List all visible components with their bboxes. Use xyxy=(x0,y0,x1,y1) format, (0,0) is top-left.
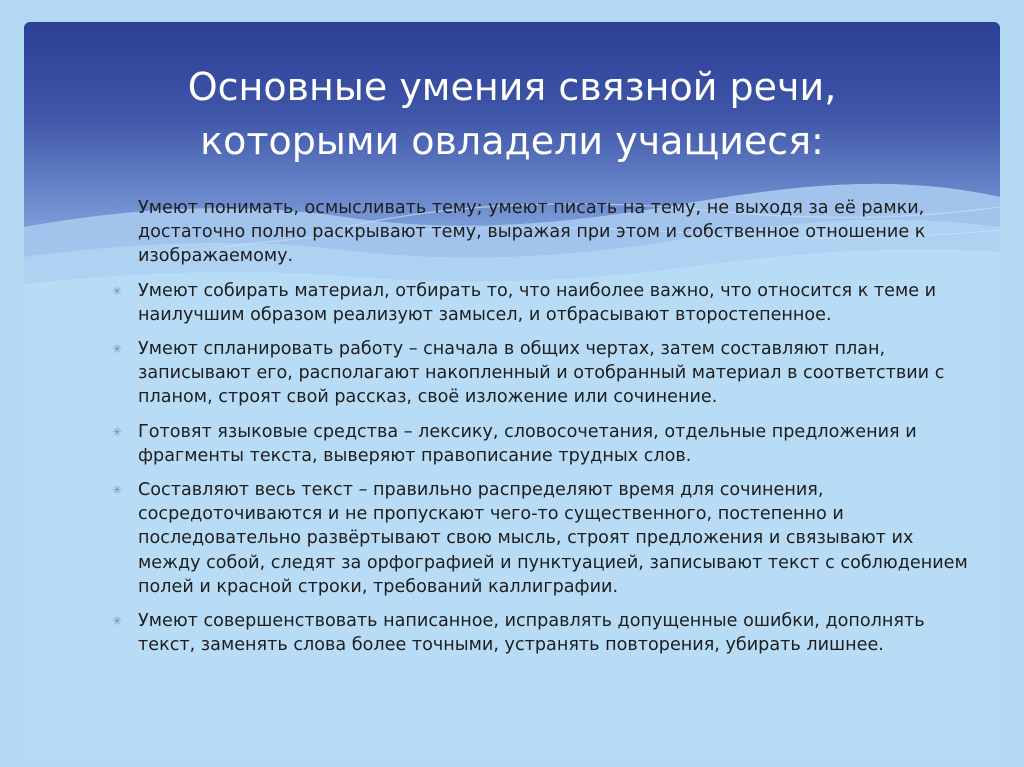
list-item xyxy=(112,478,972,599)
bullet-icon: ✳ xyxy=(112,201,123,215)
list-item xyxy=(112,420,972,468)
bullet-icon: ✳ xyxy=(112,483,123,498)
slide-title xyxy=(24,60,1000,168)
list-item-text: Умеют совершенствовать написанное, исправлять допущенные ошибки, дополнять текст, заменять слова более точными, устранять повторения, убирать лишнее. xyxy=(138,611,925,656)
title-line-1: Основные умения связной речи, xyxy=(187,65,837,109)
list-item-text: Готовят языковые средства – лексику, словосочетания, отдельные предложения и фрагменты текста, выверяют правописание трудных слов. xyxy=(138,421,917,466)
slide xyxy=(24,22,1000,760)
bullet-icon: ✳ xyxy=(112,614,123,629)
title-line-2: которыми овладели учащиеся: xyxy=(200,119,824,163)
list-item xyxy=(112,279,972,327)
list-item-text: Умеют собирать материал, отбирать то, что наиболее важно, что относится к теме и наилучшим образом реализуют замысел, и отбрасывают второстепенное. xyxy=(138,280,937,325)
list-item-text: Умеют понимать, осмысливать тему; умеют писать на тему, не выходя за её рамки, достаточно полно раскрывают тему, выражая при этом и собственное отношение к изображаемому. xyxy=(138,198,926,267)
bullet-icon: ✳ xyxy=(112,283,123,298)
list-item xyxy=(112,609,972,657)
list-item xyxy=(112,337,972,410)
list-item xyxy=(112,196,972,269)
list-item-text: Составляют весь текст – правильно распределяют время для сочинения, сосредоточиваются и не пропускают чего-то существенного, постепенно и последовательно развёртывают свою мысль, строят предложения и связывают их между собой, следят за орфографией и пунктуацией, записывают текст с соблюдением полей и красной строки, требований каллиграфии. xyxy=(138,480,968,597)
list-item-text: Умеют спланировать работу – сначала в общих чертах, затем составляют план, записывают его, располагают накопленный и отобранный материал в соответствии с планом, строят свой рассказ, своё изложение или сочинение. xyxy=(138,339,945,408)
bullet-icon: ✳ xyxy=(112,424,123,439)
bullet-list xyxy=(112,196,972,667)
bullet-icon: ✳ xyxy=(112,342,123,357)
